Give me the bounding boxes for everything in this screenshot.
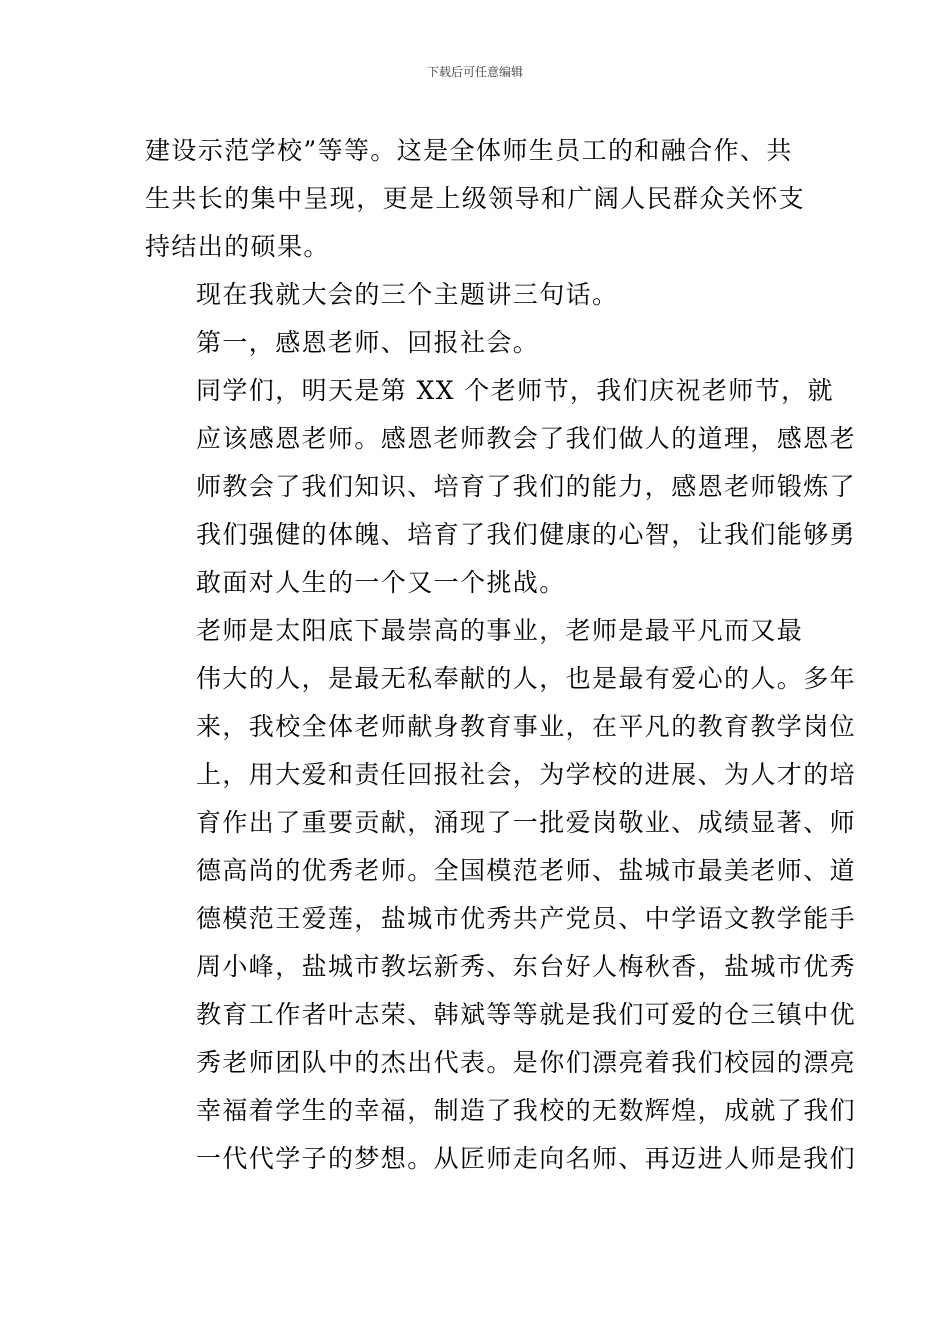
paragraph-three-themes-intro xyxy=(145,271,807,319)
text-line: 第一，感恩老师、回报社会。 xyxy=(196,328,540,357)
text-line: 教育工作者叶志荣、韩斌等等就是我们可爱的仓三镇中优 xyxy=(196,1000,857,1029)
text-line: 伟大的人，是最无私奉献的人，也是最有爱心的人。多年 xyxy=(196,664,857,693)
text-line: 上，用大爱和责任回报社会，为学校的进展、为人才的培 xyxy=(196,760,857,789)
text-line: 德高尚的优秀老师。全国模范老师、盐城市最美老师、道 xyxy=(196,856,857,885)
paragraph-teacher-praise xyxy=(145,607,857,1183)
text-line: 秀老师团队中的杰出代表。是你们漂亮着我们校园的漂亮 xyxy=(196,1048,857,1077)
text-line: 来，我校全体老师献身教育事业，在平凡的教育教学岗位 xyxy=(196,712,857,741)
paragraph-teachers-day xyxy=(145,367,857,607)
text-line: 育作出了重要贡献，涌现了一批爱岗敬业、成绩显著、师 xyxy=(196,808,857,837)
text-line: 幸福着学生的幸福，制造了我校的无数辉煌，成就了我们 xyxy=(196,1096,857,1125)
text-line: 现在我就大会的三个主题讲三句话。 xyxy=(196,280,619,309)
text-line: 敢面对人生的一个又一个挑战。 xyxy=(196,568,566,597)
paragraph-closing-achievements xyxy=(145,127,807,271)
text-line: 同学们，明天是第 XX 个老师节，我们庆祝老师节，就 xyxy=(196,376,834,405)
text-line: 持结出的硕果。 xyxy=(145,232,330,261)
text-line: 应该感恩老师。感恩老师教会了我们做人的道理，感恩老 xyxy=(196,424,857,453)
text-line: 建设示范学校”等等。这是全体师生员工的和融合作、共 xyxy=(145,136,793,165)
paragraph-section-heading-first xyxy=(145,319,807,367)
text-line: 德模范王爱莲，盐城市优秀共产党员、中学语文教学能手 xyxy=(196,904,857,933)
text-line: 我们强健的体魄、培育了我们健康的心智，让我们能够勇 xyxy=(196,520,857,549)
text-line: 一代代学子的梦想。从匠师走向名师、再迈进人师是我们 xyxy=(196,1144,857,1173)
text-line: 老师是太阳底下最崇高的事业，老师是最平凡而又最 xyxy=(196,616,804,645)
text-line: 周小峰，盐城市教坛新秀、东台好人梅秋香，盐城市优秀 xyxy=(196,952,857,981)
text-line: 生共长的集中呈现，更是上级领导和广阔人民群众关怀支 xyxy=(145,184,806,213)
document-body xyxy=(145,127,857,1183)
text-line: 师教会了我们知识、培育了我们的能力，感恩老师锻炼了 xyxy=(196,472,857,501)
page-header-note: 下载后可任意编辑 xyxy=(426,65,523,79)
